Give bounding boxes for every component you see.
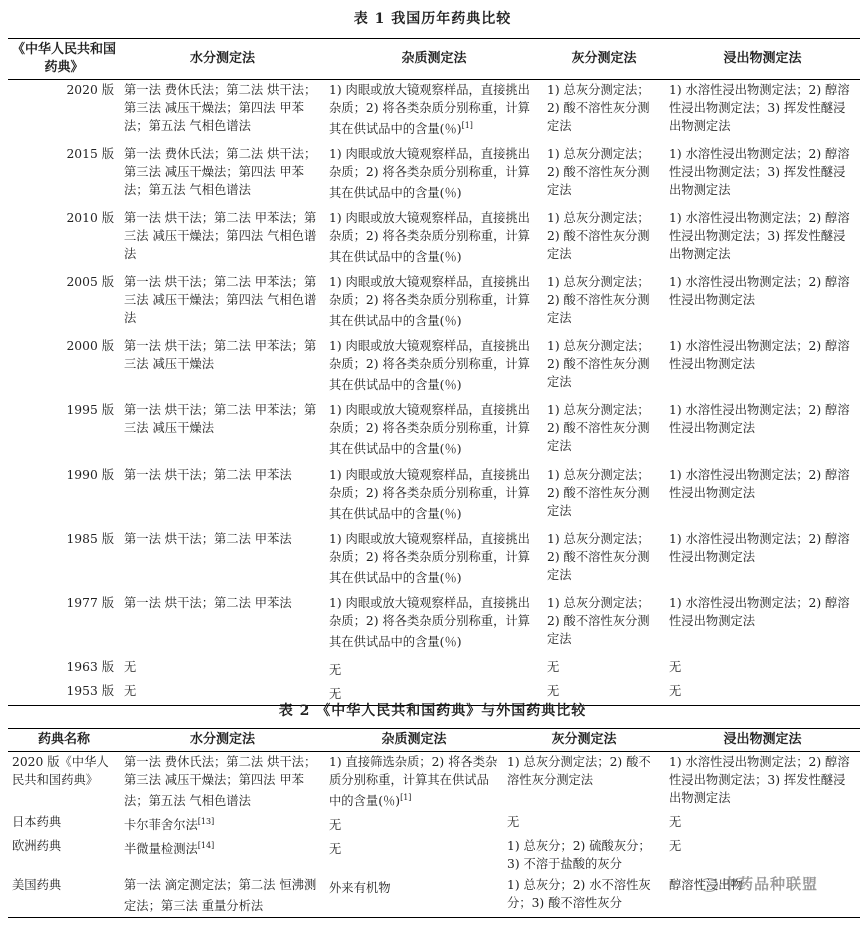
extract-cell-text: 无 [669,683,682,698]
pharmacopoeia-name-cell-text: 欧洲药典 [12,839,62,854]
extract-cell-text: 1) 水溶性浸出物测定法；2) 醇溶性浸出物测定法；3) 挥发性醚浸出物测定法 [669,147,850,198]
water-cell-text: 第一法 费休氏法；第二法 烘干法；第三法 减压干燥法；第四法 甲苯法；第五法 气相色谱法 [124,83,317,133]
impurity-cell [325,752,503,813]
table1-row [8,593,860,657]
ash-cell [543,336,665,400]
extract-cell-text: 1) 水溶性浸出物测定法；2) 醇溶性浸出物测定法 [669,339,850,372]
water-cell [120,657,325,681]
impurity-cell-text: 1) 直接筛选杂质；2) 将各类杂质分别称重，计算其在供试品中的含量(％) [329,755,498,809]
pharmacopoeia-name-cell [8,836,120,875]
edition-cell-text: 1985 版 [66,531,114,546]
impurity-cell [325,812,503,836]
water-cell [120,593,325,657]
reference-marker: [1] [461,121,473,130]
impurity-cell [325,400,543,464]
water-cell [120,80,325,145]
ash-cell-text: 1) 总灰分测定法；2) 酸不溶性灰分测定法 [547,531,650,582]
extract-cell-text: 无 [669,815,682,830]
edition-cell-text: 1953 版 [66,683,114,698]
impurity-cell [325,593,543,657]
table2-header-water: 水分测定法 [189,732,255,747]
water-cell [120,144,325,208]
water-cell-text: 第一法 费休氏法；第二法 烘干法；第三法 减压干燥法；第四法 甲苯法；第五法 气相色谱法 [124,755,317,809]
ash-cell [503,875,665,918]
table2-header-row [8,729,860,752]
table2-row [8,812,860,836]
water-cell-text: 第一法 烘干法；第二法 甲苯法 [124,467,292,482]
water-cell [120,400,325,464]
ash-cell [543,400,665,464]
ash-cell-text: 1) 总灰分测定法；2) 酸不溶性灰分测定法 [547,275,650,326]
ash-cell [543,144,665,208]
impurity-cell [325,657,543,681]
extract-cell-text: 1) 水溶性浸出物测定法；2) 醇溶性浸出物测定法 [669,531,850,564]
ash-cell [503,836,665,875]
edition-cell-text: 2015 版 [66,147,114,162]
ash-cell-text: 1) 总灰分测定法；2) 酸不溶性灰分测定法 [547,595,650,646]
table1-header-impurity: 杂质测定法 [401,51,467,66]
ash-cell-text: 1) 总灰分测定法；2) 酸不溶性灰分测定法 [547,339,650,390]
impurity-cell-text: 1) 肉眼或放大镜观察样品，直接挑出杂质；2) 将各类杂质分别称重，计算其在供试品中的含量(％) [329,403,530,457]
table2-header-extract: 浸出物测定法 [723,732,802,747]
table1-row [8,336,860,400]
table2-caption: 表 2 《中华人民共和国药典》与外国药典比较 [278,703,587,719]
water-cell [120,529,325,593]
pharmacopoeia-name-cell-text: 2020 版《中华人民共和国药典》 [12,755,109,787]
ash-cell-text: 1) 总灰分测定法；2) 酸不溶性灰分测定法 [547,147,650,198]
water-cell-text: 第一法 烘干法；第二法 甲苯法；第三法 减压干燥法；第四法 气相色谱法 [124,211,317,262]
edition-cell [8,400,120,464]
table1-row [8,529,860,593]
water-cell [120,272,325,336]
water-cell-text: 第一法 烘干法；第二法 甲苯法；第三法 减压干燥法；第四法 气相色谱法 [124,275,317,326]
impurity-cell [325,144,543,208]
impurity-cell-text: 1) 肉眼或放大镜观察样品，直接挑出杂质；2) 将各类杂质分别称重，计算其在供试品中的含量(％) [329,147,530,201]
ash-cell [503,752,665,813]
water-cell [120,812,325,836]
ash-cell [543,657,665,681]
impurity-cell [325,529,543,593]
impurity-cell-text: 无 [329,687,342,702]
table1-header-extract: 浸出物测定法 [723,51,802,66]
ash-cell [543,465,665,529]
water-cell-text: 第一法 烘干法；第二法 甲苯法；第三法 减压干燥法 [124,403,317,436]
water-cell-text: 第一法 滴定测定法；第二法 恒沸测定法；第三法 重量分析法 [124,878,317,914]
edition-cell [8,529,120,593]
water-cell [120,465,325,529]
table2-header-impurity: 杂质测定法 [381,732,447,747]
water-cell [120,875,325,918]
table1-caption: 表 1 我国历年药典比较 [353,11,512,27]
extract-cell [665,336,860,400]
pharmacopoeia-name-cell [8,875,120,918]
impurity-cell [325,208,543,272]
table1-row [8,465,860,529]
reference-marker: [13] [197,817,215,827]
ash-cell-text: 无 [547,683,560,698]
pharmacopoeia-name-cell-text: 美国药典 [12,878,62,893]
extract-cell-text: 1) 水溶性浸出物测定法；2) 醇溶性浸出物测定法；3) 挥发性醚浸出物测定法 [669,755,850,805]
edition-cell-text: 2000 版 [66,339,114,354]
water-cell-text: 卡尔菲舍尔法 [124,818,198,833]
pharmacopoeia-name-cell [8,752,120,813]
extract-cell [665,272,860,336]
extract-cell-text: 1) 水溶性浸出物测定法；2) 醇溶性浸出物测定法 [669,403,850,436]
ash-cell-text: 1) 总灰分测定法；2) 酸不溶性灰分测定法 [507,755,651,787]
water-cell [120,752,325,813]
table2-header-name: 药典名称 [37,732,90,747]
impurity-cell-text: 1) 肉眼或放大镜观察样品，直接挑出杂质；2) 将各类杂质分别称重，计算其在供试品中的含量(％) [329,211,530,265]
extract-cell [665,812,860,836]
extract-cell-text: 1) 水溶性浸出物测定法；2) 醇溶性浸出物测定法；3) 挥发性醚浸出物测定法 [669,83,850,133]
impurity-cell [325,272,543,336]
edition-cell [8,272,120,336]
impurity-cell [325,336,543,400]
ash-cell-text: 1) 总灰分测定法；2) 酸不溶性灰分测定法 [547,467,650,518]
edition-cell-text: 2020 版 [66,83,114,97]
table1-row [8,400,860,464]
extract-cell-text: 1) 水溶性浸出物测定法；2) 醇溶性浸出物测定法 [669,595,850,628]
water-cell [120,336,325,400]
impurity-cell-text: 1) 肉眼或放大镜观察样品，直接挑出杂质；2) 将各类杂质分别称重，计算其在供试品中的含量(％) [329,275,530,329]
table2-row [8,752,860,813]
table1-row [8,144,860,208]
extract-cell [665,80,860,145]
edition-cell [8,336,120,400]
extract-cell [665,657,860,681]
table1-header-edition: 《中华人民共和国药典》 [11,42,116,75]
impurity-cell [325,80,543,145]
ash-cell-text: 1) 总灰分；2) 水不溶性灰分；3) 酸不溶性灰分 [507,878,651,911]
extract-cell-text: 无 [669,839,682,854]
extract-cell [665,465,860,529]
water-cell-text: 第一法 费休氏法；第二法 烘干法；第三法 减压干燥法；第四法 甲苯法；第五法 气相色谱法 [124,147,317,198]
impurity-cell-text: 1) 肉眼或放大镜观察样品，直接挑出杂质；2) 将各类杂质分别称重，计算其在供试品中的含量(％) [329,467,530,521]
ash-cell [543,208,665,272]
extract-cell-text: 无 [669,659,682,674]
ash-cell-text: 1) 总灰分测定法；2) 酸不溶性灰分测定法 [547,403,650,454]
table1-header-ash: 灰分测定法 [571,51,637,66]
reference-marker: [14] [197,841,215,851]
pharmacopoeia-name-cell-text: 日本药典 [12,815,62,830]
ash-cell-text: 1) 总灰分；2) 硫酸灰分；3) 不溶于盐酸的灰分 [507,839,651,872]
extract-cell [665,752,860,813]
impurity-cell-text: 1) 肉眼或放大镜观察样品，直接挑出杂质；2) 将各类杂质分别称重，计算其在供试品中的含量(％) [329,531,530,585]
impurity-cell-text: 1) 肉眼或放大镜观察样品，直接挑出杂质；2) 将各类杂质分别称重，计算其在供试品中的含量(％) [329,339,530,393]
impurity-cell [325,465,543,529]
ash-cell [543,80,665,145]
ash-cell [543,529,665,593]
water-cell-text: 第一法 烘干法；第二法 甲苯法 [124,531,292,546]
table1-row [8,80,860,145]
wechat-icon [700,878,718,892]
impurity-cell-text: 外来有机物 [329,881,391,896]
reference-marker: [1] [400,793,412,802]
water-cell-text: 无 [124,683,137,698]
extract-cell [665,144,860,208]
edition-cell-text: 2010 版 [66,211,114,226]
extract-cell-text: 1) 水溶性浸出物测定法；2) 醇溶性浸出物测定法 [669,467,850,500]
edition-cell-text: 1990 版 [66,467,114,482]
impurity-cell-text: 无 [329,818,342,833]
edition-cell-text: 2005 版 [66,275,114,290]
ash-cell-text: 1) 总灰分测定法；2) 酸不溶性灰分测定法 [547,211,650,262]
table1-header-row [8,39,860,80]
edition-cell [8,208,120,272]
water-cell-text: 半微量检测法 [124,842,198,857]
edition-cell [8,657,120,681]
table1 [8,38,860,706]
table2-header-ash: 灰分测定法 [551,732,617,747]
ash-cell [543,593,665,657]
pharmacopoeia-name-cell [8,812,120,836]
edition-cell-text: 1977 版 [66,595,114,610]
table1-header-water: 水分测定法 [189,51,255,66]
edition-cell [8,80,120,145]
ash-cell-text: 无 [507,815,520,830]
edition-cell [8,593,120,657]
water-cell-text: 第一法 烘干法；第二法 甲苯法；第三法 减压干燥法 [124,339,317,372]
table2-row [8,836,860,875]
water-cell-text: 第一法 烘干法；第二法 甲苯法 [124,595,292,610]
ash-cell-text: 1) 总灰分测定法；2) 酸不溶性灰分测定法 [547,83,650,133]
ash-cell [543,272,665,336]
impurity-cell-text: 1) 肉眼或放大镜观察样品，直接挑出杂质；2) 将各类杂质分别称重，计算其在供试品中的含量(％) [329,83,530,137]
water-cell [120,836,325,875]
impurity-cell-text: 无 [329,662,342,677]
extract-cell [665,593,860,657]
table1-row [8,272,860,336]
extract-cell [665,208,860,272]
impurity-cell [325,836,503,875]
ash-cell [503,812,665,836]
water-cell-text: 无 [124,659,137,674]
impurity-cell-text: 无 [329,842,342,857]
watermark [700,873,818,894]
water-cell [120,208,325,272]
edition-cell-text: 1963 版 [66,659,114,674]
extract-cell-text: 醇溶性浸出物 [669,878,743,893]
extract-cell [665,529,860,593]
table1-row [8,657,860,681]
edition-cell-text: 1995 版 [66,403,114,418]
extract-cell [665,836,860,875]
table1-row [8,208,860,272]
impurity-cell [325,875,503,918]
impurity-cell-text: 1) 肉眼或放大镜观察样品，直接挑出杂质；2) 将各类杂质分别称重，计算其在供试品中的含量(％) [329,595,530,649]
extract-cell-text: 1) 水溶性浸出物测定法；2) 醇溶性浸出物测定法 [669,275,850,308]
extract-cell [665,400,860,464]
extract-cell-text: 1) 水溶性浸出物测定法；2) 醇溶性浸出物测定法；3) 挥发性醚浸出物测定法 [669,211,850,262]
edition-cell [8,465,120,529]
ash-cell-text: 无 [547,659,560,674]
edition-cell [8,144,120,208]
watermark-text: 中药品种联盟 [722,875,819,893]
